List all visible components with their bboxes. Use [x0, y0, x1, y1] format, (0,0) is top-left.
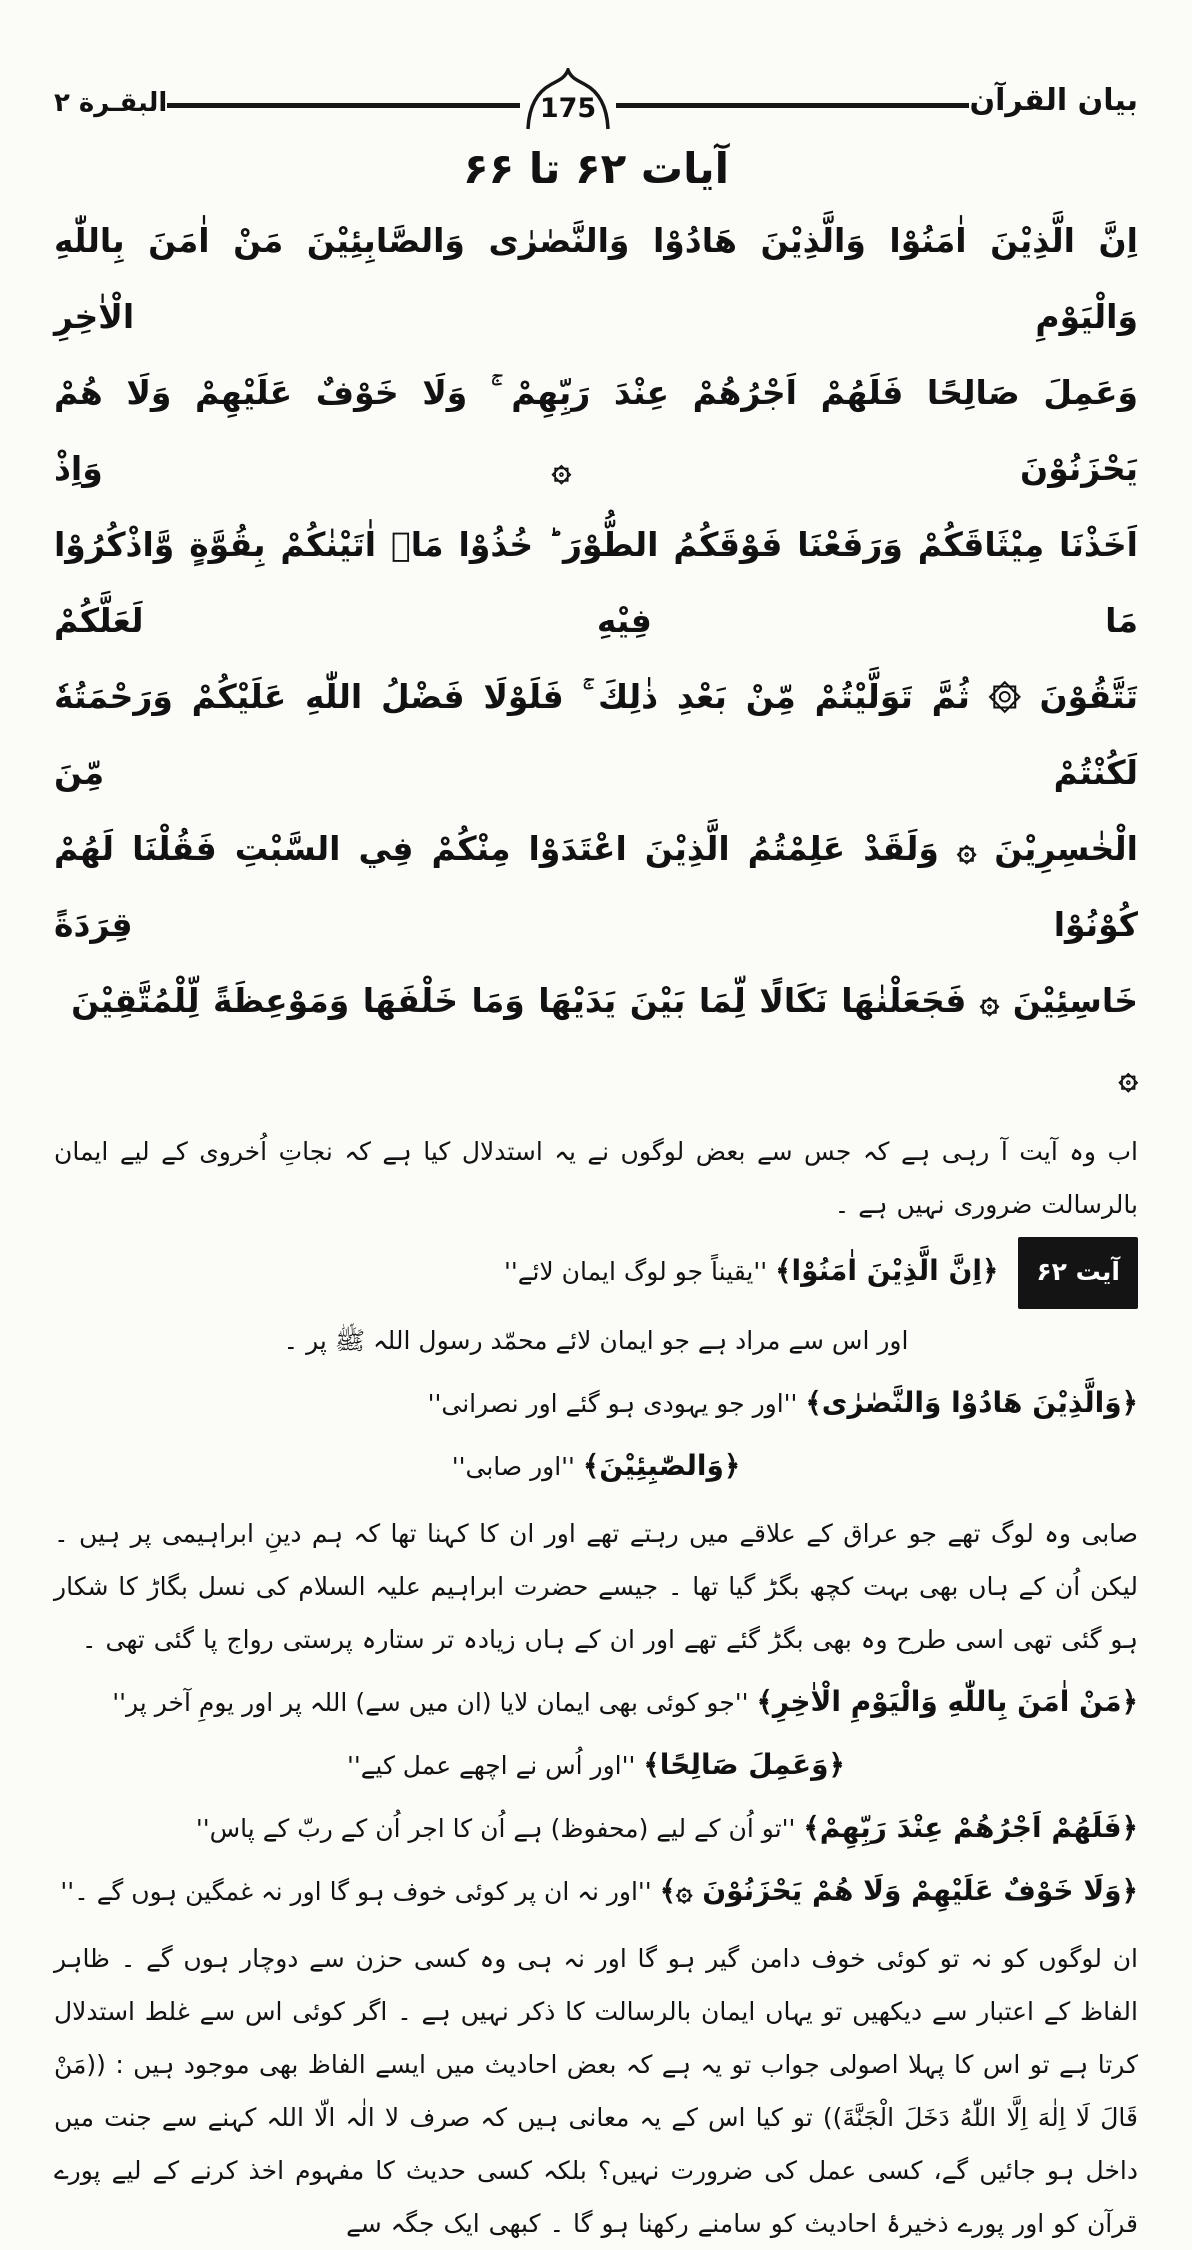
page-number-ornament	[520, 68, 616, 130]
phrase-translation-2: ''اور جو یہودی ہو گئے اور نصرانی''	[427, 1389, 798, 1418]
surah-label: البقـرة ۲	[53, 88, 168, 118]
quran-phrase-1: ﴿اِنَّ الَّذِيْنَ اٰمَنُوْا﴾	[775, 1254, 999, 1287]
note-line: اور اس سے مراد ہے جو ایمان لائے محمّد رسول اللہ ﷺ پر ۔	[283, 1326, 909, 1355]
book-title: بیان القرآن	[969, 83, 1138, 118]
quran-line-1: اِنَّ الَّذِيْنَ اٰمَنُوْا وَالَّذِيْنَ هَادُوْا وَالنَّصٰرٰى وَالصَّابِئِيْنَ مَنْ اٰمَنَ بِاللّٰهِ وَالْيَوْمِ الْاٰخِرِ	[54, 221, 1138, 336]
segment-row-6	[54, 1798, 1138, 1859]
segment-row-5	[54, 1735, 1138, 1796]
quran-line-5: الْخٰسِرِيْنَ ۞ وَلَقَدْ عَلِمْتُمُ الَّذِيْنَ اعْتَدَوْا مِنْكُمْ فِي السَّبْتِ فَقُلْنَا لَهُمْ كُوْنُوْا قِرَدَةً	[54, 829, 1138, 944]
ayat-number-badge: آیت ۶۲	[1018, 1237, 1138, 1309]
dome-shape	[520, 68, 616, 130]
quran-phrase-5: ﴿وَعَمِلَ صَالِحًا﴾	[643, 1748, 845, 1781]
quran-phrase-3: ﴿وَالصّٰبِئِيْنَ﴾	[582, 1449, 741, 1482]
quran-phrase-6: ﴿فَلَهُمْ اَجْرُهُمْ عِنْدَ رَبِّهِمْ﴾	[803, 1811, 1138, 1844]
quran-phrase-7: ﴿وَلَا خَوْفٌ عَلَيْهِمْ وَلَا هُمْ يَحْزَنُوْنَ ۞﴾	[659, 1874, 1138, 1907]
header-rule-left	[167, 103, 520, 108]
intro-paragraph: اب وہ آیت آ رہی ہے کہ جس سے بعض لوگوں نے یہ استدلال کیا ہے کہ نجاتِ اُخروی کے لیے ایمان بالرسالت ضروری نہیں ہے ۔	[54, 1137, 1138, 1219]
header-rule-right	[616, 103, 969, 108]
quran-line-2: وَعَمِلَ صَالِحًا فَلَهُمْ اَجْرُهُمْ عِنْدَ رَبِّهِمْ ۚ وَلَا خَوْفٌ عَلَيْهِمْ وَلَا هُمْ يَحْزَنُوْنَ ۞ وَاِذْ	[54, 373, 1138, 488]
segment-row-3	[54, 1436, 1138, 1497]
segment-row-2	[54, 1373, 1138, 1434]
quran-line-3: اَخَذْنَا مِيْثَاقَكُمْ وَرَفَعْنَا فَوْقَكُمُ الطُّوْرَ ؕ خُذُوْا مَاۤ اٰتَيْنٰكُمْ بِقُوَّةٍ وَّاذْكُرُوْا مَا فِيْهِ لَعَلَّكُمْ	[54, 525, 1138, 640]
closing-paragraph: ان لوگوں کو نہ تو کوئی خوف دامن گیر ہو گا اور نہ ہی وہ کسی حزن سے دوچار ہوں گے ۔ ظاہر الفاظ کے اعتبار سے دیکھیں تو یہاں ایمان بالرسالت کا ذکر نہیں ہے ۔ اگر کوئی اس سے غلط استدلال کرتا ہے تو اس کا پہلا اصولی جواب تو یہ ہے کہ بعض احادیث میں ایسے الفاظ بھی موجود ہیں : ((مَنْ قَالَ لَا اِلٰهَ اِلَّا اللّٰهُ دَخَلَ الْجَنَّةَ)) تو کیا اس کے یہ معانی ہیں کہ صرف لا الٰہ الّا اللہ کہنے سے جنت میں داخل ہو جائیں گے، کسی عمل کی ضرورت نہیں؟ بلکہ کسی حدیث کا مفہوم اخذ کرنے کے لیے پورے قرآن کو اور پورے ذخیرۂ احادیث کو سامنے رکھنا ہو گا ۔ کبھی ایک جگہ سے	[54, 1944, 1138, 2238]
phrase-translation-7: ''اور نہ ان پر کوئی خوف ہو گا اور نہ غمگین ہوں گے ۔''	[60, 1877, 652, 1906]
phrase-translation-5: ''اور اُس نے اچھے عمل کیے''	[347, 1751, 636, 1780]
section-title: آیات ۶۲ تا ۶۶	[462, 144, 730, 193]
quran-line-4: تَتَّقُوْنَ ۞ ثُمَّ تَوَلَّيْتُمْ مِّنْ بَعْدِ ذٰلِكَ ۚ فَلَوْلَا فَضْلُ اللّٰهِ عَلَيْكُمْ وَرَحْمَتُهٗ لَكُنْتُمْ مِّنَ	[54, 677, 1138, 792]
phrase-translation-4: ''جو کوئی بھی ایمان لایا (ان میں سے) اللہ پر اور یومِ آخر پر''	[112, 1688, 749, 1717]
quran-text-block	[54, 203, 1138, 1115]
phrase-translation-1: ''یقیناً جو لوگ ایمان لائے''	[504, 1257, 768, 1286]
page-header	[53, 52, 1138, 124]
quran-phrase-4: ﴿مَنْ اٰمَنَ بِاللّٰهِ وَالْيَوْمِ الْاٰخِرِ﴾	[756, 1685, 1138, 1718]
quran-phrase-2: ﴿وَالَّذِيْنَ هَادُوْا وَالنَّصٰرٰى﴾	[805, 1386, 1138, 1419]
sabians-paragraph: صابی وہ لوگ تھے جو عراق کے علاقے میں رہتے تھے اور ان کا کہنا تھا کہ ہم دینِ ابراہیمی پر ہیں ۔ لیکن اُن کے ہاں بھی بہت کچھ بگڑ گیا تھا ۔ جیسے حضرت ابراہیم علیہ السلام کی نسل بگاڑ کا شکار ہو گئی تھی اسی طرح وہ بھی بگڑ گئے تھے اور ان کے ہاں زیادہ تر ستارہ پرستی رواج پا گئی تھی ۔	[54, 1519, 1138, 1654]
phrase-translation-3: ''اور صابی''	[451, 1452, 575, 1481]
segment-row-4	[54, 1672, 1138, 1733]
ayat-62-row	[54, 1237, 1138, 1309]
phrase-translation-6: ''تو اُن کے لیے (محفوظ) ہے اُن کا اجر اُن کے ربّ کے پاس''	[195, 1814, 796, 1843]
quran-line-6: خَاسِئِيْنَ ۞ فَجَعَلْنٰهَا نَكَالًا لِّمَا بَيْنَ يَدَيْهَا وَمَا خَلْفَهَا وَمَوْعِظَةً لِّلْمُتَّقِيْنَ ۞	[71, 981, 1138, 1096]
book-page	[0, 52, 1192, 2250]
page-number: 175	[540, 93, 597, 124]
segment-row-7	[54, 1861, 1138, 1922]
